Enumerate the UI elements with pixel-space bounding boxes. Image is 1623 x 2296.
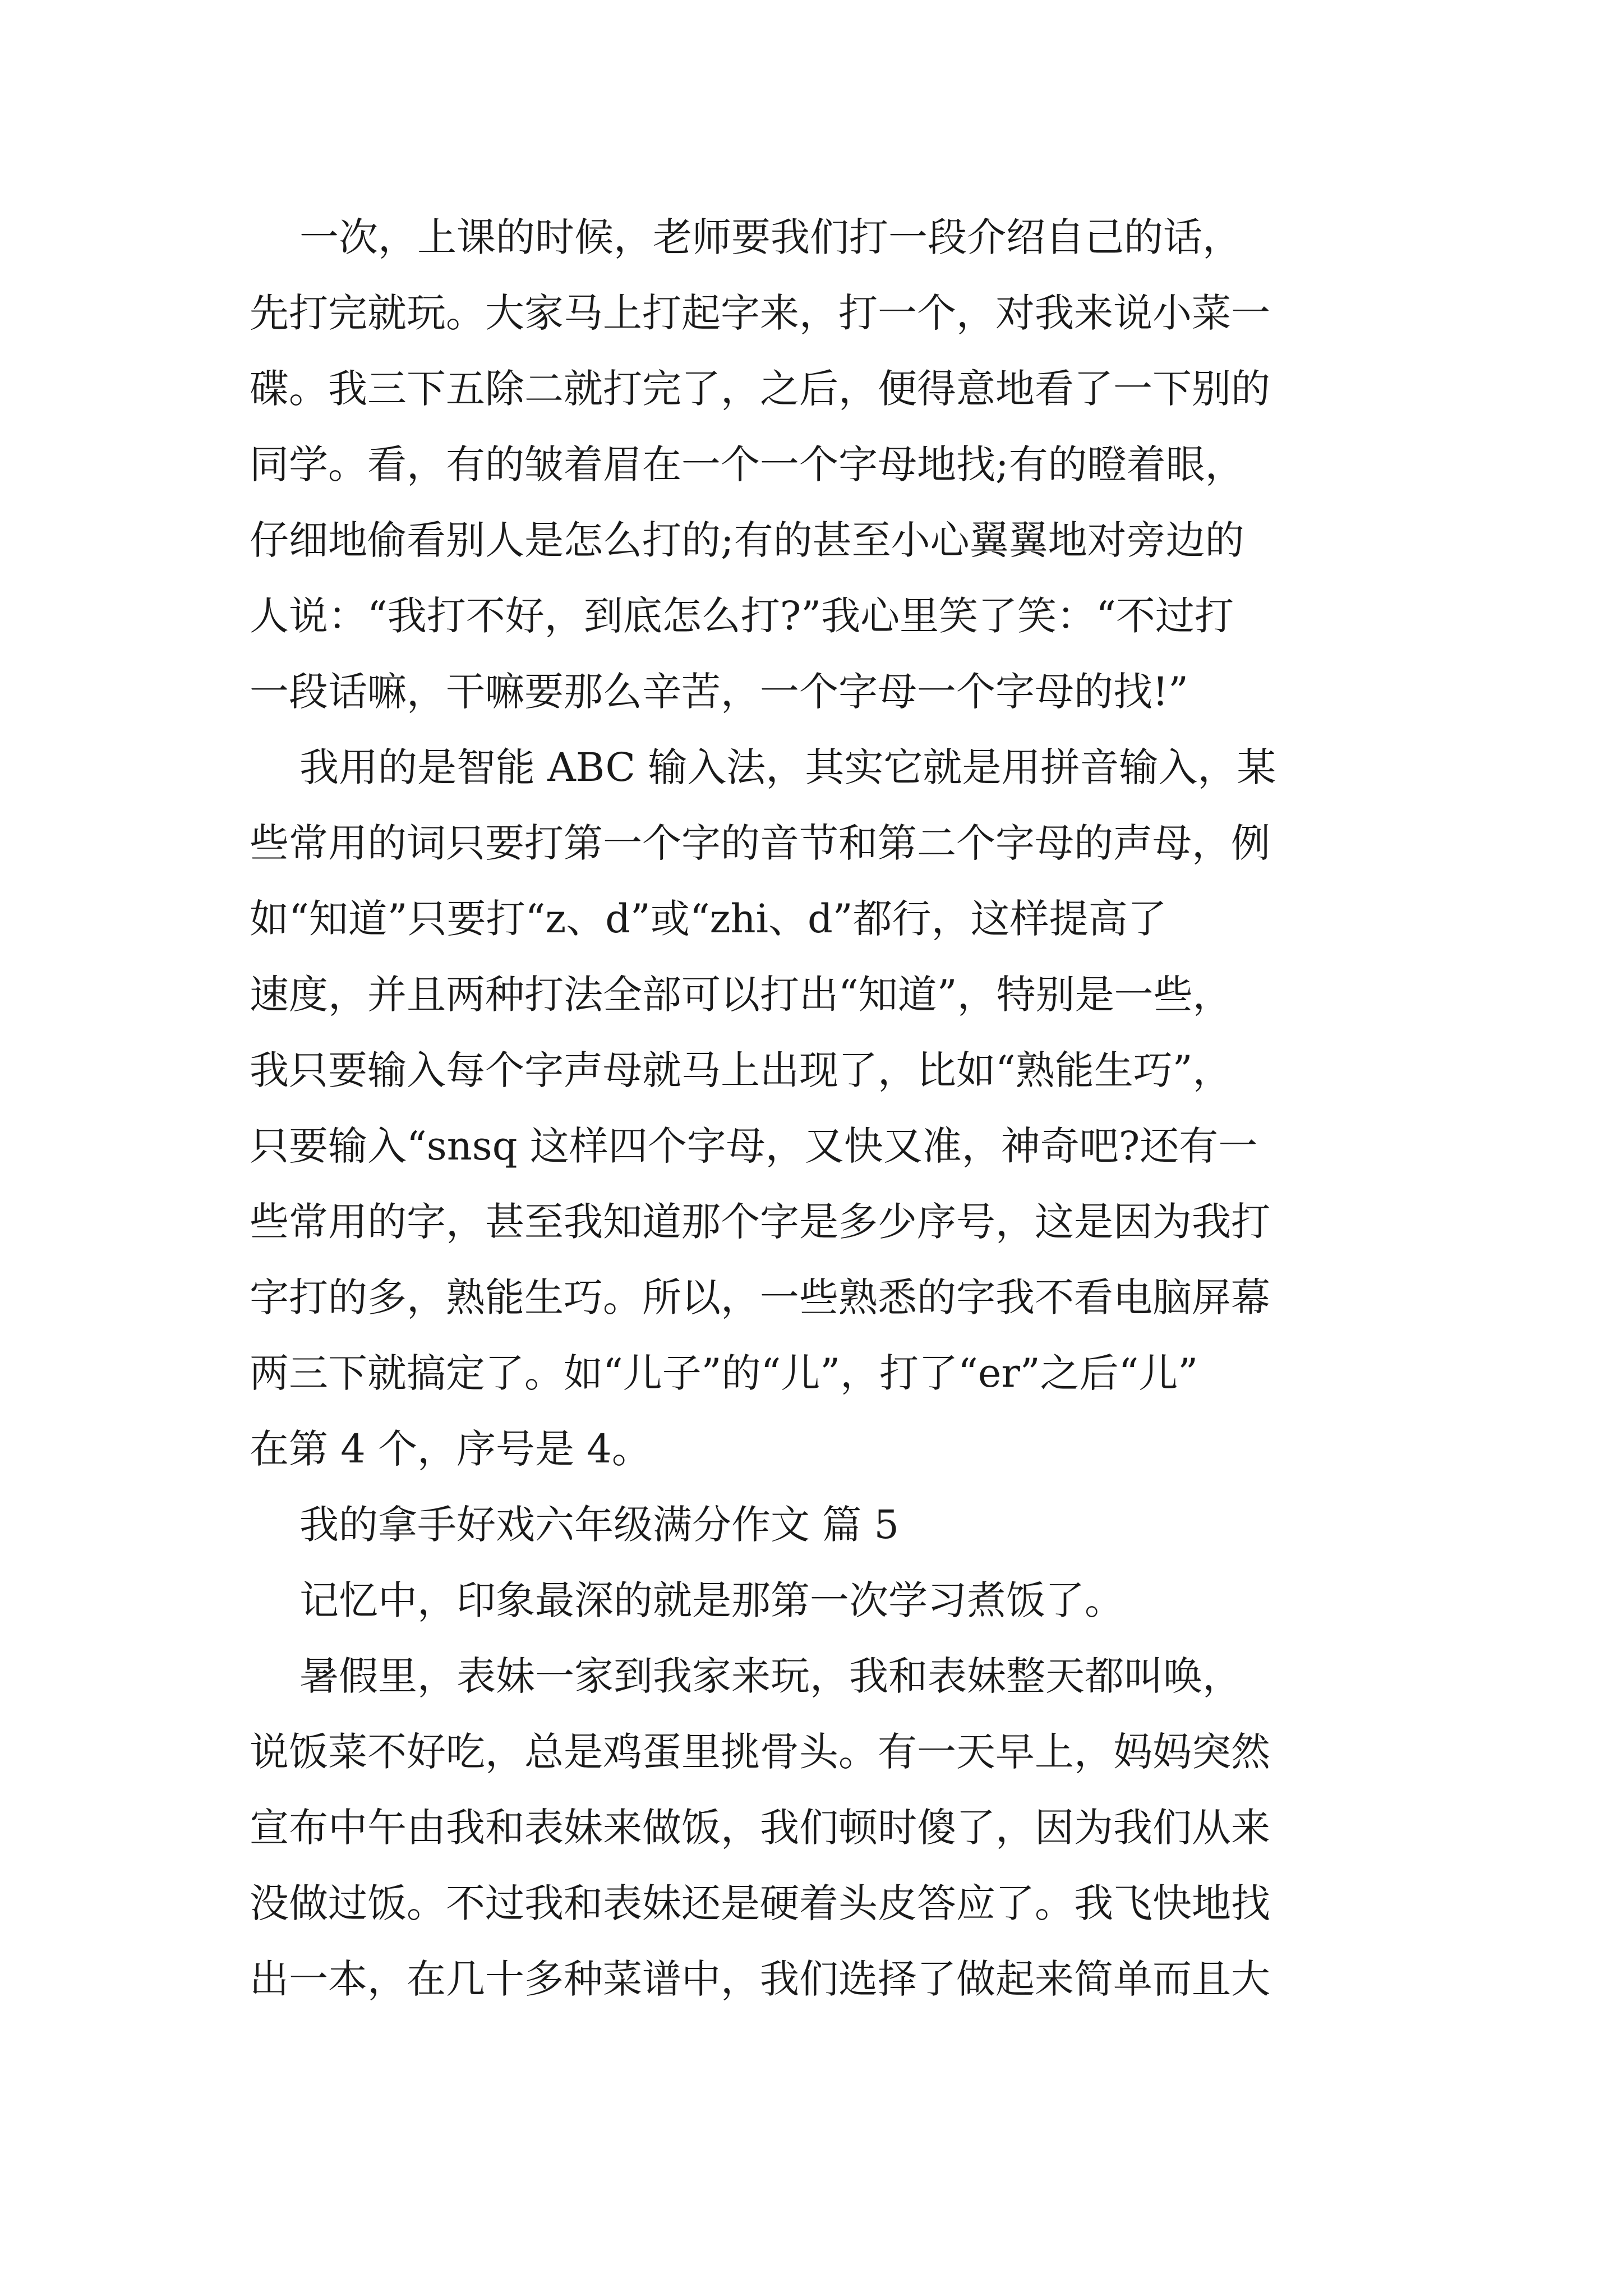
- document-body: [250, 200, 1382, 2017]
- text-line: 些常用的字，甚至我知道那个字是多少序号，这是因为我打: [250, 1199, 1270, 1245]
- text-line: 出一本，在几十多种菜谱中，我们选择了做起来简单而且大: [250, 1956, 1270, 2002]
- text-line: 一段话嘛，干嘛要那么辛苦，一个字母一个字母的找!”: [250, 669, 1188, 715]
- text-line: 我只要输入每个字声母就马上出现了，比如“熟能生巧”，: [250, 1047, 1232, 1093]
- text-line: 人说：“我打不好，到底怎么打?”我心里笑了笑：“不过打: [250, 593, 1234, 639]
- text-line: 宣布中午由我和表妹来做饭，我们顿时傻了，因为我们从来: [250, 1805, 1270, 1851]
- text-line: 说饭菜不好吃，总是鸡蛋里挑骨头。有一天早上，妈妈突然: [250, 1729, 1270, 1775]
- text-line: 同学。看，有的皱着眉在一个一个字母地找;有的瞪着眼，: [250, 441, 1244, 487]
- text-line: 只要输入“snsq 这样四个字母，又快又准，神奇吧?还有一: [250, 1123, 1258, 1169]
- text-line: 在第 4 个，序号是 4。: [250, 1426, 651, 1472]
- text-line: 如“知道”只要打“z、d”或“zhi、d”都行，这样提高了: [250, 896, 1167, 942]
- text-line: 仔细地偷看别人是怎么打的;有的甚至小心翼翼地对旁边的: [250, 517, 1244, 563]
- text-line: 记忆中，印象最深的就是那第一次学习煮饭了。: [250, 1577, 1124, 1623]
- text-line: 先打完就玩。大家马上打起字来，打一个，对我来说小菜一: [250, 290, 1270, 336]
- text-line: 我用的是智能 ABC 输入法，其实它就是用拼音输入，某: [250, 744, 1276, 790]
- text-line: 些常用的词只要打第一个字的音节和第二个字母的声母，例: [250, 820, 1270, 866]
- text-line: 速度，并且两种打法全部可以打出“知道”，特别是一些，: [250, 972, 1232, 1018]
- text-line: 碟。我三下五除二就打完了，之后，便得意地看了一下别的: [250, 366, 1270, 412]
- text-line: 没做过饭。不过我和表妹还是硬着头皮答应了。我飞快地找: [250, 1880, 1270, 1926]
- section-heading: 我的拿手好戏六年级满分作文 篇 5: [250, 1502, 900, 1548]
- text-line: 一次，上课的时候，老师要我们打一段介绍自己的话，: [250, 214, 1242, 260]
- text-line: 字打的多，熟能生巧。所以，一些熟悉的字我不看电脑屏幕: [250, 1274, 1270, 1320]
- text-line: 暑假里，表妹一家到我家来玩，我和表妹整天都叫唤，: [250, 1653, 1242, 1699]
- text-line: 两三下就搞定了。如“儿子”的“儿”，打了“er”之后“儿”: [250, 1350, 1198, 1396]
